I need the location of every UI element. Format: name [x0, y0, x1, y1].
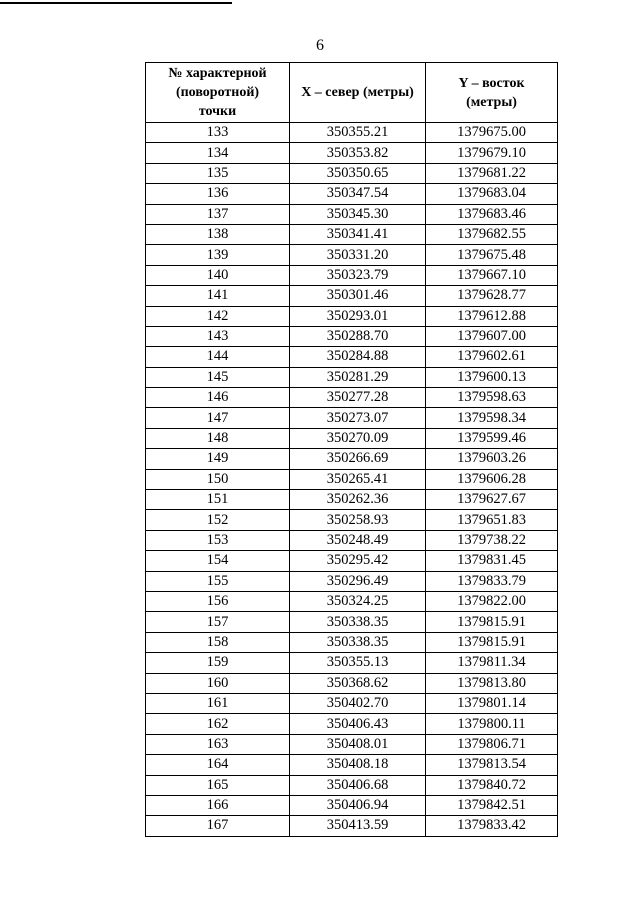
cell-point-number: 160	[146, 673, 290, 693]
cell-point-number: 138	[146, 224, 290, 244]
cell-x-north: 350284.88	[290, 347, 426, 367]
table-row	[146, 490, 558, 510]
cell-point-number: 140	[146, 265, 290, 285]
cell-point-number: 161	[146, 693, 290, 713]
table-row	[146, 123, 558, 143]
cell-y-east: 1379811.34	[426, 653, 558, 673]
cell-point-number: 152	[146, 510, 290, 530]
cell-point-number: 135	[146, 163, 290, 183]
table-row	[146, 653, 558, 673]
cell-point-number: 162	[146, 714, 290, 734]
table-row	[146, 428, 558, 448]
table-row	[146, 591, 558, 611]
header-y-line-2: (метры)	[466, 94, 517, 110]
table-row	[146, 755, 558, 775]
cell-y-east: 1379806.71	[426, 734, 558, 754]
header-point-line-2: (поворотной)	[175, 85, 260, 100]
cell-y-east: 1379683.04	[426, 184, 558, 204]
header-point-line-3: точки	[198, 104, 237, 119]
cell-point-number: 142	[146, 306, 290, 326]
cell-point-number: 157	[146, 612, 290, 632]
cell-point-number: 165	[146, 775, 290, 795]
cell-point-number: 146	[146, 388, 290, 408]
table-row	[146, 795, 558, 815]
table-row	[146, 388, 558, 408]
cell-point-number: 158	[146, 632, 290, 652]
cell-y-east: 1379628.77	[426, 286, 558, 306]
cell-y-east: 1379813.80	[426, 673, 558, 693]
cell-y-east: 1379606.28	[426, 469, 558, 489]
table-row	[146, 163, 558, 183]
cell-x-north: 350368.62	[290, 673, 426, 693]
cell-x-north: 350295.42	[290, 551, 426, 571]
cell-point-number: 150	[146, 469, 290, 489]
table-row	[146, 224, 558, 244]
cell-y-east: 1379800.11	[426, 714, 558, 734]
cell-x-north: 350350.65	[290, 163, 426, 183]
table-row	[146, 204, 558, 224]
table-row	[146, 449, 558, 469]
cell-y-east: 1379600.13	[426, 367, 558, 387]
cell-x-north: 350408.18	[290, 755, 426, 775]
cell-y-east: 1379675.00	[426, 123, 558, 143]
cell-x-north: 350258.93	[290, 510, 426, 530]
cell-point-number: 136	[146, 184, 290, 204]
cell-point-number: 143	[146, 326, 290, 346]
cell-y-east: 1379833.79	[426, 571, 558, 591]
cell-y-east: 1379651.83	[426, 510, 558, 530]
table-row	[146, 571, 558, 591]
cell-x-north: 350353.82	[290, 143, 426, 163]
header-y-east	[426, 63, 558, 123]
cell-point-number: 134	[146, 143, 290, 163]
cell-point-number: 166	[146, 795, 290, 815]
cell-y-east: 1379738.22	[426, 530, 558, 550]
cell-point-number: 163	[146, 734, 290, 754]
table-row	[146, 326, 558, 346]
cell-x-north: 350270.09	[290, 428, 426, 448]
table-body	[146, 123, 558, 837]
cell-point-number: 148	[146, 428, 290, 448]
cell-y-east: 1379602.61	[426, 347, 558, 367]
cell-y-east: 1379840.72	[426, 775, 558, 795]
cell-point-number: 159	[146, 653, 290, 673]
cell-x-north: 350293.01	[290, 306, 426, 326]
coordinates-table	[145, 62, 558, 837]
table-row	[146, 632, 558, 652]
cell-y-east: 1379833.42	[426, 816, 558, 836]
cell-point-number: 151	[146, 490, 290, 510]
cell-y-east: 1379598.34	[426, 408, 558, 428]
cell-y-east: 1379627.67	[426, 490, 558, 510]
cell-x-north: 350248.49	[290, 530, 426, 550]
cell-x-north: 350277.28	[290, 388, 426, 408]
table-row	[146, 184, 558, 204]
cell-x-north: 350324.25	[290, 591, 426, 611]
table-row	[146, 245, 558, 265]
table-row	[146, 551, 558, 571]
cell-x-north: 350402.70	[290, 693, 426, 713]
header-x-north: X – север (метры)	[290, 63, 426, 123]
table-row	[146, 306, 558, 326]
cell-point-number: 139	[146, 245, 290, 265]
cell-point-number: 145	[146, 367, 290, 387]
cell-x-north: 350301.46	[290, 286, 426, 306]
cell-y-east: 1379683.46	[426, 204, 558, 224]
cell-y-east: 1379667.10	[426, 265, 558, 285]
table-row	[146, 673, 558, 693]
cell-y-east: 1379598.63	[426, 388, 558, 408]
cell-y-east: 1379681.22	[426, 163, 558, 183]
cell-x-north: 350355.13	[290, 653, 426, 673]
table-row	[146, 408, 558, 428]
table-row	[146, 347, 558, 367]
table-row	[146, 286, 558, 306]
cell-x-north: 350338.35	[290, 632, 426, 652]
header-y-line-1: Y – восток	[458, 75, 525, 91]
cell-x-north: 350406.94	[290, 795, 426, 815]
cell-x-north: 350413.59	[290, 816, 426, 836]
table-row	[146, 816, 558, 836]
table-row	[146, 612, 558, 632]
scan-artifact-line	[0, 2, 232, 4]
cell-x-north: 350266.69	[290, 449, 426, 469]
cell-point-number: 153	[146, 530, 290, 550]
cell-y-east: 1379815.91	[426, 632, 558, 652]
cell-x-north: 350331.20	[290, 245, 426, 265]
cell-y-east: 1379675.48	[426, 245, 558, 265]
cell-x-north: 350296.49	[290, 571, 426, 591]
cell-x-north: 350355.21	[290, 123, 426, 143]
header-point-number	[146, 63, 290, 123]
cell-point-number: 133	[146, 123, 290, 143]
cell-point-number: 147	[146, 408, 290, 428]
cell-x-north: 350345.30	[290, 204, 426, 224]
cell-x-north: 350341.41	[290, 224, 426, 244]
cell-point-number: 156	[146, 591, 290, 611]
cell-y-east: 1379599.46	[426, 428, 558, 448]
cell-y-east: 1379822.00	[426, 591, 558, 611]
cell-x-north: 350265.41	[290, 469, 426, 489]
table-row	[146, 510, 558, 530]
cell-x-north: 350273.07	[290, 408, 426, 428]
cell-y-east: 1379682.55	[426, 224, 558, 244]
cell-point-number: 155	[146, 571, 290, 591]
cell-y-east: 1379813.54	[426, 755, 558, 775]
table-row	[146, 367, 558, 387]
cell-point-number: 164	[146, 755, 290, 775]
cell-y-east: 1379831.45	[426, 551, 558, 571]
cell-x-north: 350323.79	[290, 265, 426, 285]
cell-x-north: 350406.68	[290, 775, 426, 795]
cell-y-east: 1379815.91	[426, 612, 558, 632]
cell-x-north: 350338.35	[290, 612, 426, 632]
table-row	[146, 143, 558, 163]
cell-point-number: 149	[146, 449, 290, 469]
header-point-line-1: № характерной	[168, 66, 267, 81]
cell-x-north: 350288.70	[290, 326, 426, 346]
cell-x-north: 350262.36	[290, 490, 426, 510]
cell-x-north: 350406.43	[290, 714, 426, 734]
cell-x-north: 350408.01	[290, 734, 426, 754]
cell-y-east: 1379607.00	[426, 326, 558, 346]
cell-y-east: 1379603.26	[426, 449, 558, 469]
cell-point-number: 137	[146, 204, 290, 224]
table-row	[146, 265, 558, 285]
table-row	[146, 693, 558, 713]
table-row	[146, 469, 558, 489]
cell-point-number: 154	[146, 551, 290, 571]
cell-x-north: 350347.54	[290, 184, 426, 204]
cell-point-number: 167	[146, 816, 290, 836]
table-header-row	[146, 63, 558, 123]
table-row	[146, 530, 558, 550]
cell-point-number: 141	[146, 286, 290, 306]
cell-y-east: 1379801.14	[426, 693, 558, 713]
cell-y-east: 1379842.51	[426, 795, 558, 815]
cell-y-east: 1379612.88	[426, 306, 558, 326]
table-row	[146, 714, 558, 734]
page-number: 6	[316, 37, 324, 54]
cell-y-east: 1379679.10	[426, 143, 558, 163]
table-row	[146, 734, 558, 754]
table-row	[146, 775, 558, 795]
cell-point-number: 144	[146, 347, 290, 367]
cell-x-north: 350281.29	[290, 367, 426, 387]
